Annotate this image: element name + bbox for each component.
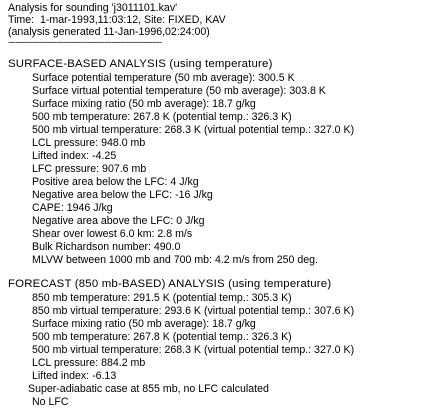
forecast-line: 500 mb virtual temperature: 268.3 K (virtual potential temp.: 327.0 K) xyxy=(32,344,355,356)
report-time-site: Time: 1-mar-1993,11:03:12, Site: FIXED, KAV xyxy=(8,14,226,26)
surface-line: Surface potential temperature (50 mb average): 300.5 K xyxy=(32,72,295,84)
surface-line: Positive area below the LFC: 4 J/kg xyxy=(32,176,199,188)
surface-line: CAPE: 1946 J/kg xyxy=(32,202,113,214)
forecast-note: No LFC xyxy=(32,396,69,408)
surface-line: Lifted index: -4.25 xyxy=(32,150,117,162)
surface-line: MLVW between 1000 mb and 700 mb: 4.2 m/s from 250 deg. xyxy=(32,254,318,266)
forecast-line: 850 mb temperature: 291.5 K (potential temp.: 305.3 K) xyxy=(32,292,292,304)
forecast-line: Lifted index: -6.13 xyxy=(32,370,117,382)
forecast-section-title: FORECAST (850 mb-BASED) ANALYSIS (using temperature) xyxy=(8,278,332,290)
surface-line: Surface virtual potential temperature (50 mb average): 303.8 K xyxy=(32,85,326,97)
report-title: Analysis for sounding 'j3011101.kav' xyxy=(8,2,178,14)
surface-line: LFC pressure: 907.6 mb xyxy=(32,163,147,175)
surface-line: 500 mb virtual temperature: 268.3 K (virtual potential temp.: 327.0 K) xyxy=(32,124,355,136)
forecast-line: 500 mb temperature: 267.8 K (potential temp.: 326.3 K) xyxy=(32,331,292,343)
surface-line: Negative area below the LFC: -16 J/kg xyxy=(32,189,213,201)
surface-line: Surface mixing ratio (50 mb average): 18.7 g/kg xyxy=(32,98,256,110)
forecast-line: LCL pressure: 884.2 mb xyxy=(32,357,146,369)
forecast-line: 850 mb virtual temperature: 293.6 K (virtual potential temp.: 307.6 K) xyxy=(32,305,355,317)
surface-line: Negative area above the LFC: 0 J/kg xyxy=(32,215,205,227)
forecast-note: Super-adiabatic case at 855 mb, no LFC calculated xyxy=(28,383,269,395)
surface-line: Shear over lowest 6.0 km: 2.8 m/s xyxy=(32,228,193,240)
surface-line: Bulk Richardson number: 490.0 xyxy=(32,241,181,253)
report-generated: (analysis generated 11-Jan-1996,02:24:00) xyxy=(8,26,210,38)
forecast-line: Surface mixing ratio (50 mb average): 18.7 g/kg xyxy=(32,318,256,330)
surface-line: LCL pressure: 948.0 mb xyxy=(32,137,146,149)
surface-section-title: SURFACE-BASED ANALYSIS (using temperature) xyxy=(8,58,273,70)
header-divider: ---------------------------------------------------------------- xyxy=(8,37,162,47)
surface-line: 500 mb temperature: 267.8 K (potential temp.: 326.3 K) xyxy=(32,111,292,123)
